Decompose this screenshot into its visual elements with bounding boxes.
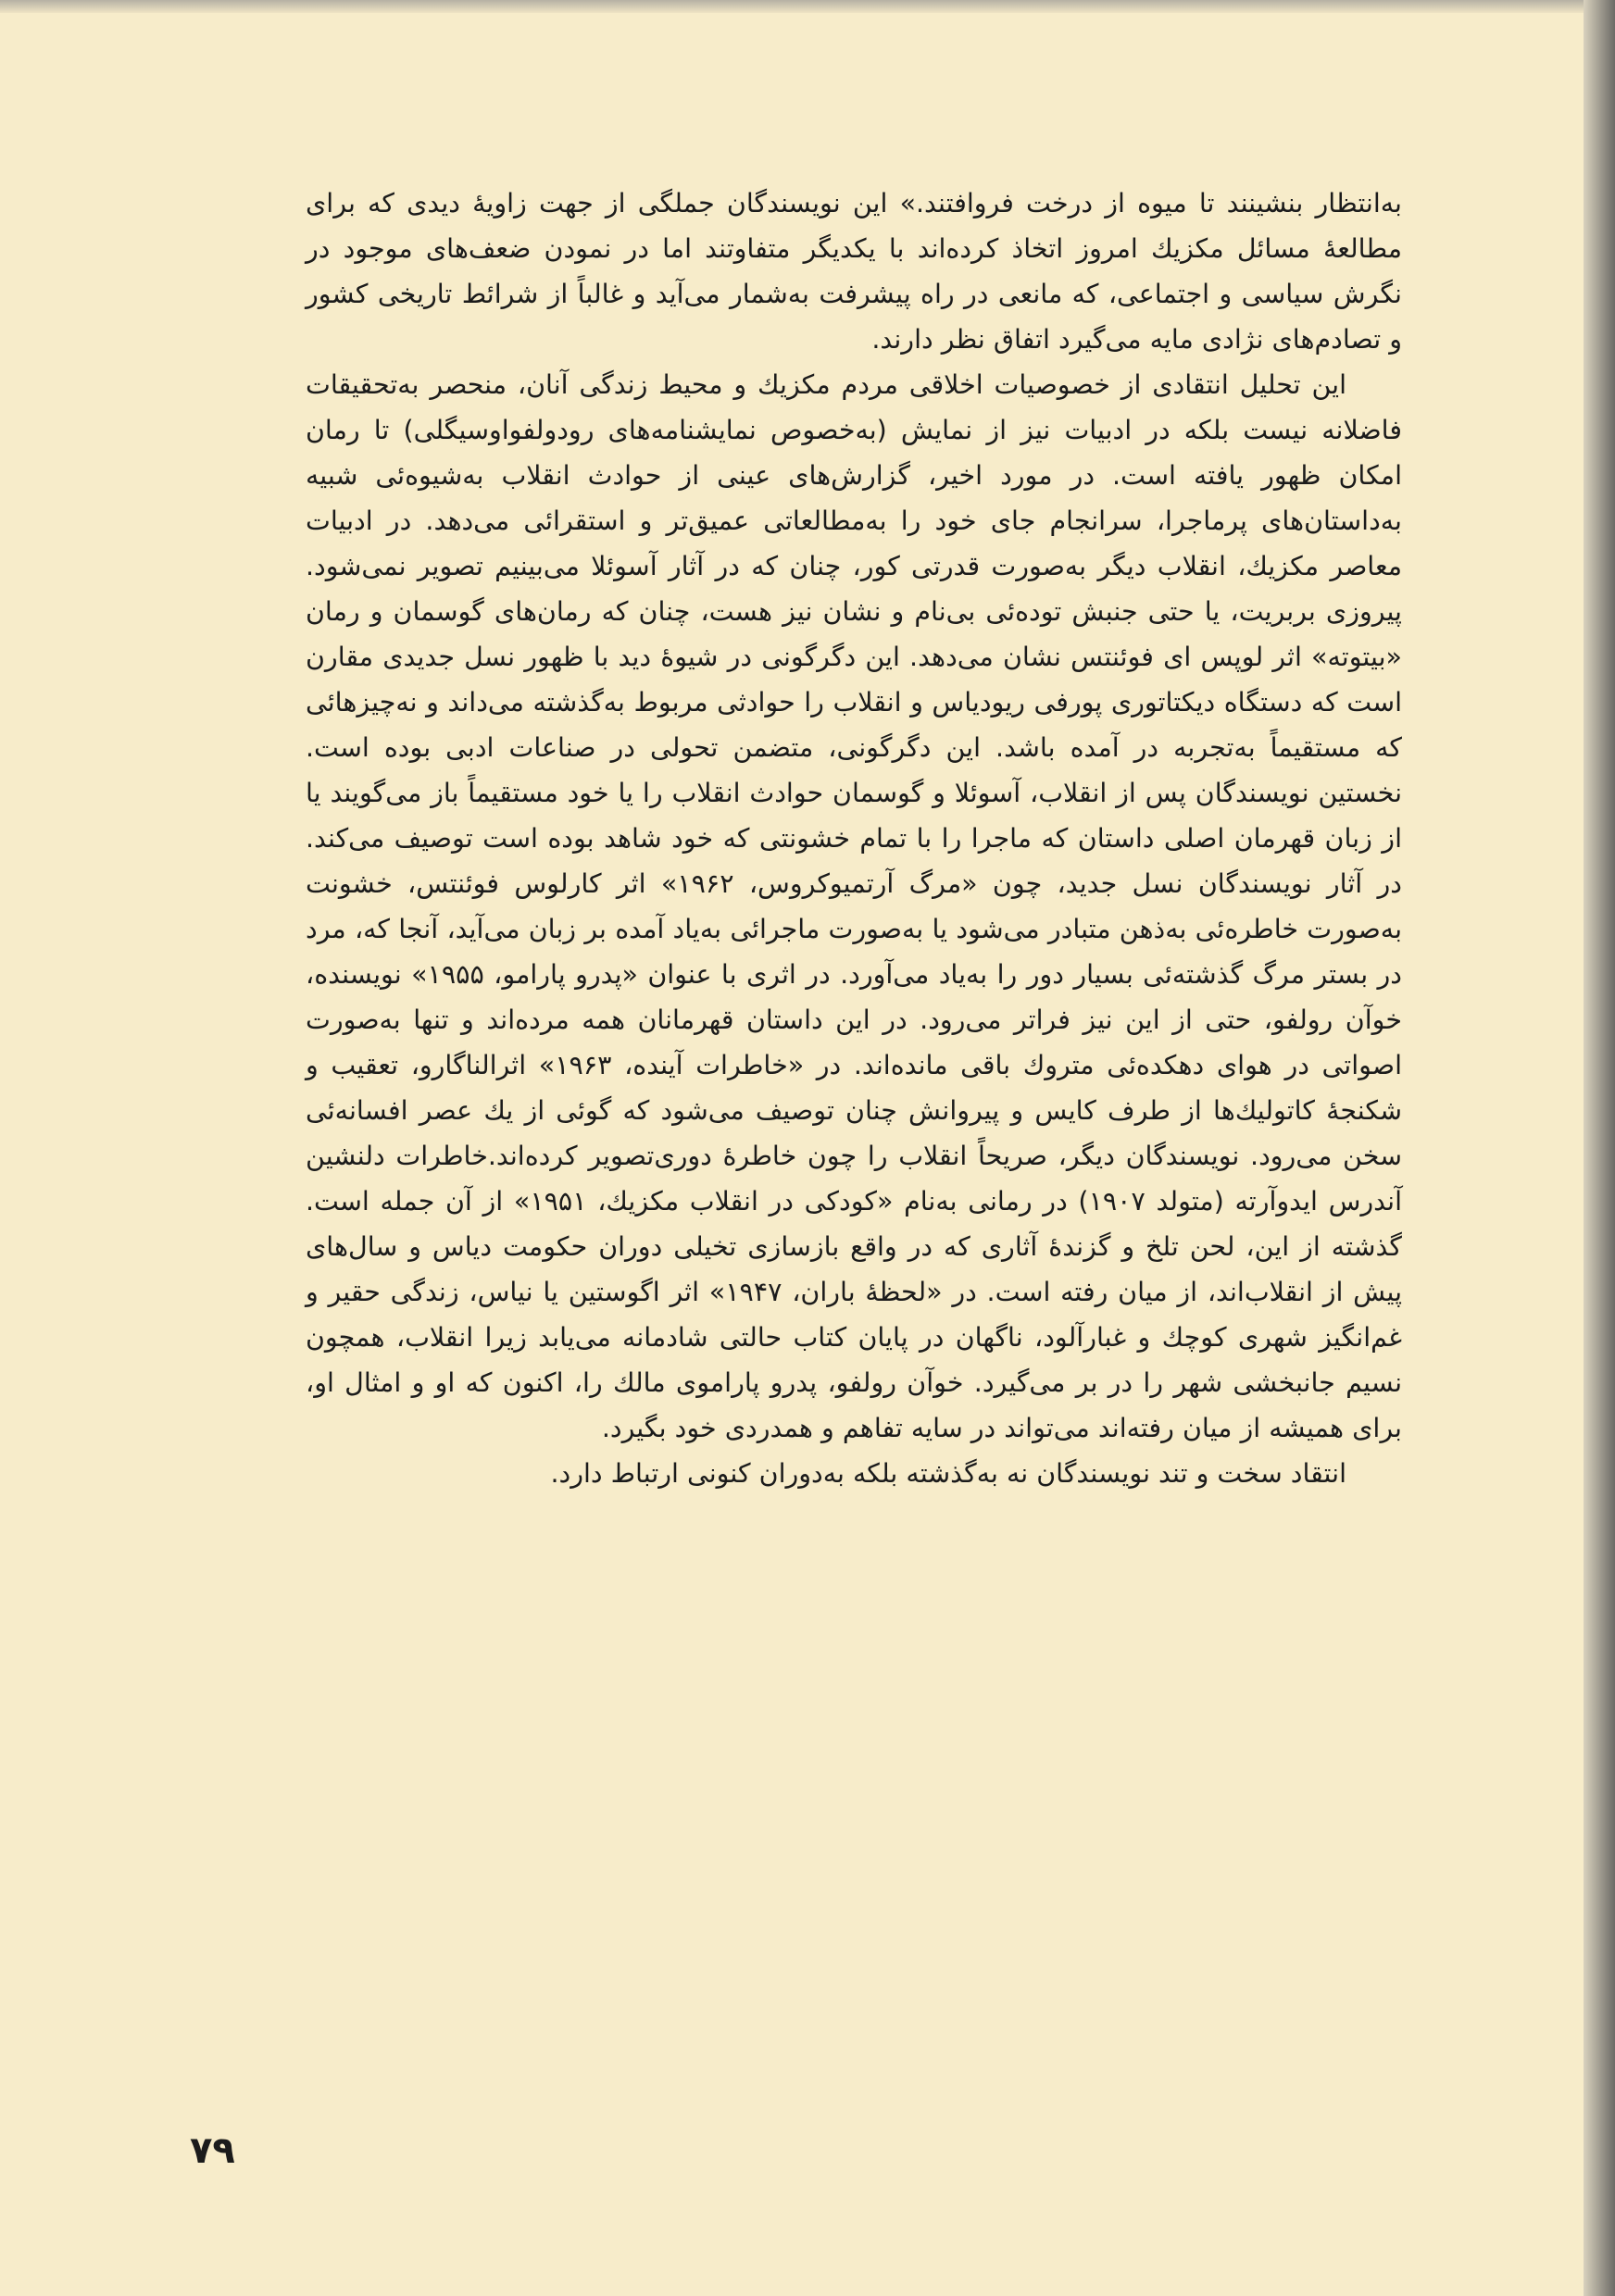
- page-top-shadow: [0, 0, 1584, 13]
- paragraph-3: انتقاد سخت و تند نویسندگان نه به‌گذشته بلکه به‌دوران کنونی ارتباط دارد.: [550, 1458, 1346, 1489]
- paragraph-1: به‌انتظار بنشینند تا میوه از درخت فروافتند.» این نویسندگان جملگی از جهت زاویهٔ دیدی که برای مطالعهٔ مسائل مکزیك امروز اتخاذ کرده‌اند با یکدیگر متفاوتند اما در نمودن ضعف‌های موجود در نگرش سیاسی و اجتماعی، که مانعی در راه پیشرفت به‌شمار می‌آید و غالباً از شرائط تاریخی کشور و تصادم‌های نژادی مایه می‌گیرد اتفاق نظر دارند.: [306, 188, 1402, 355]
- page-edge-shadow: [1584, 0, 1615, 2296]
- paragraph-2: این تحلیل انتقادی از خصوصیات اخلاقی مردم مکزیك و محیط زندگی آنان، منحصر به‌تحقیقات فاضلانه نیست بلکه در ادبیات نیز از نمایش (به‌خصوص نمایشنامه‌های رودولفواوسیگلی) تا رمان امکان ظهور یافته است. در مورد اخیر، گزارش‌های عینی از حوادث انقلاب به‌شیوه‌ئی شبیه به‌داستان‌های پرماجرا، سرانجام جای خود را به‌مطالعاتی عمیق‌تر و استقرائی می‌دهد. در ادبیات معاصر مکزیك، انقلاب دیگر به‌صورت قدرتی کور، چنان که در آثار آسوئلا می‌بینیم تصویر نمی‌شود. پیروزی بربریت، یا حتی جنبش توده‌ئی بی‌نام و نشان نیز هست، چنان که رمان‌های گوسمان و رمان «بیتوته» اثر لوپس ای فوئنتس نشان می‌دهد. این دگرگونی در شیوهٔ دید با ظهور نسل جدیدی مقارن است که دستگاه دیکتاتوری پورفی ریودیاس و انقلاب را حوادثی مربوط به‌گذشته می‌داند و نه‌چیزهائی که مستقیماً به‌تجربه در آمده باشد. این دگرگونی، متضمن تحولی در صناعات ادبی بوده است. نخستین نویسندگان پس از انقلاب، آسوئلا و گوسمان حوادث انقلاب را یا خود مستقیماً باز می‌گویند یا از زبان قهرمان اصلی داستان که ماجرا را با تمام خشونتی که خود شاهد بوده است توصیف می‌کند. در آثار نویسندگان نسل جدید، چون «مرگ آرتمیوکروس، ۱۹۶۲» اثر کارلوس فوئنتس، خشونت به‌صورت خاطره‌ئی به‌ذهن متبادر می‌شود یا به‌صورت ماجرائی به‌یاد آمده بر زبان می‌آید، آنجا که، مرد در بستر مرگ گذشته‌ئی بسیار دور را به‌یاد می‌آورد. در اثری با عنوان «پدرو پارامو، ۱۹۵۵» نویسنده، خوآن رولفو، حتی از این نیز فراتر می‌رود. در این داستان قهرمانان همه مرده‌اند و تنها به‌صورت اصواتی در هوای دهکده‌ئی متروك باقی مانده‌اند. در «خاطرات آینده، ۱۹۶۳» اثرالناگارو، تعقیب و شکنجهٔ کاتولیك‌ها از طرف کایس و پیروانش چنان توصیف می‌شود که گوئی از یك عصر افسانه‌ئی سخن می‌رود. نویسندگان دیگر، صریحاً انقلاب را چون خاطرهٔ دوری‌تصویر کرده‌اند.خاطرات دلنشین آندرس ایدوآرته (متولد ۱۹۰۷) در رمانی به‌نام «کودکی در انقلاب مکزیك، ۱۹۵۱» از آن جمله است. گذشته از این، لحن تلخ و گزندهٔ آثاری که در واقع بازسازی تخیلی دوران حکومت دیاس و سال‌های پیش از انقلاب‌اند، از میان رفته است. در «لحظهٔ باران، ۱۹۴۷» اثر اگوستین یا نیاس، زندگی حقیر و غم‌انگیز شهری کوچك و غبارآلود، ناگهان در پایان کتاب حالتی شادمانه می‌یابد زیرا انقلاب، همچون نسیم جانبخشی شهر را در بر می‌گیرد. خوآن رولفو، پدرو پاراموی مالك را، اکنون که او و امثال او، برای همیشه از میان رفته‌اند می‌تواند در سایه تفاهم و همدردی خود بگیرد.: [306, 369, 1402, 1443]
- page-number: ۷۹: [190, 2129, 235, 2172]
- body-text: [306, 181, 1402, 1496]
